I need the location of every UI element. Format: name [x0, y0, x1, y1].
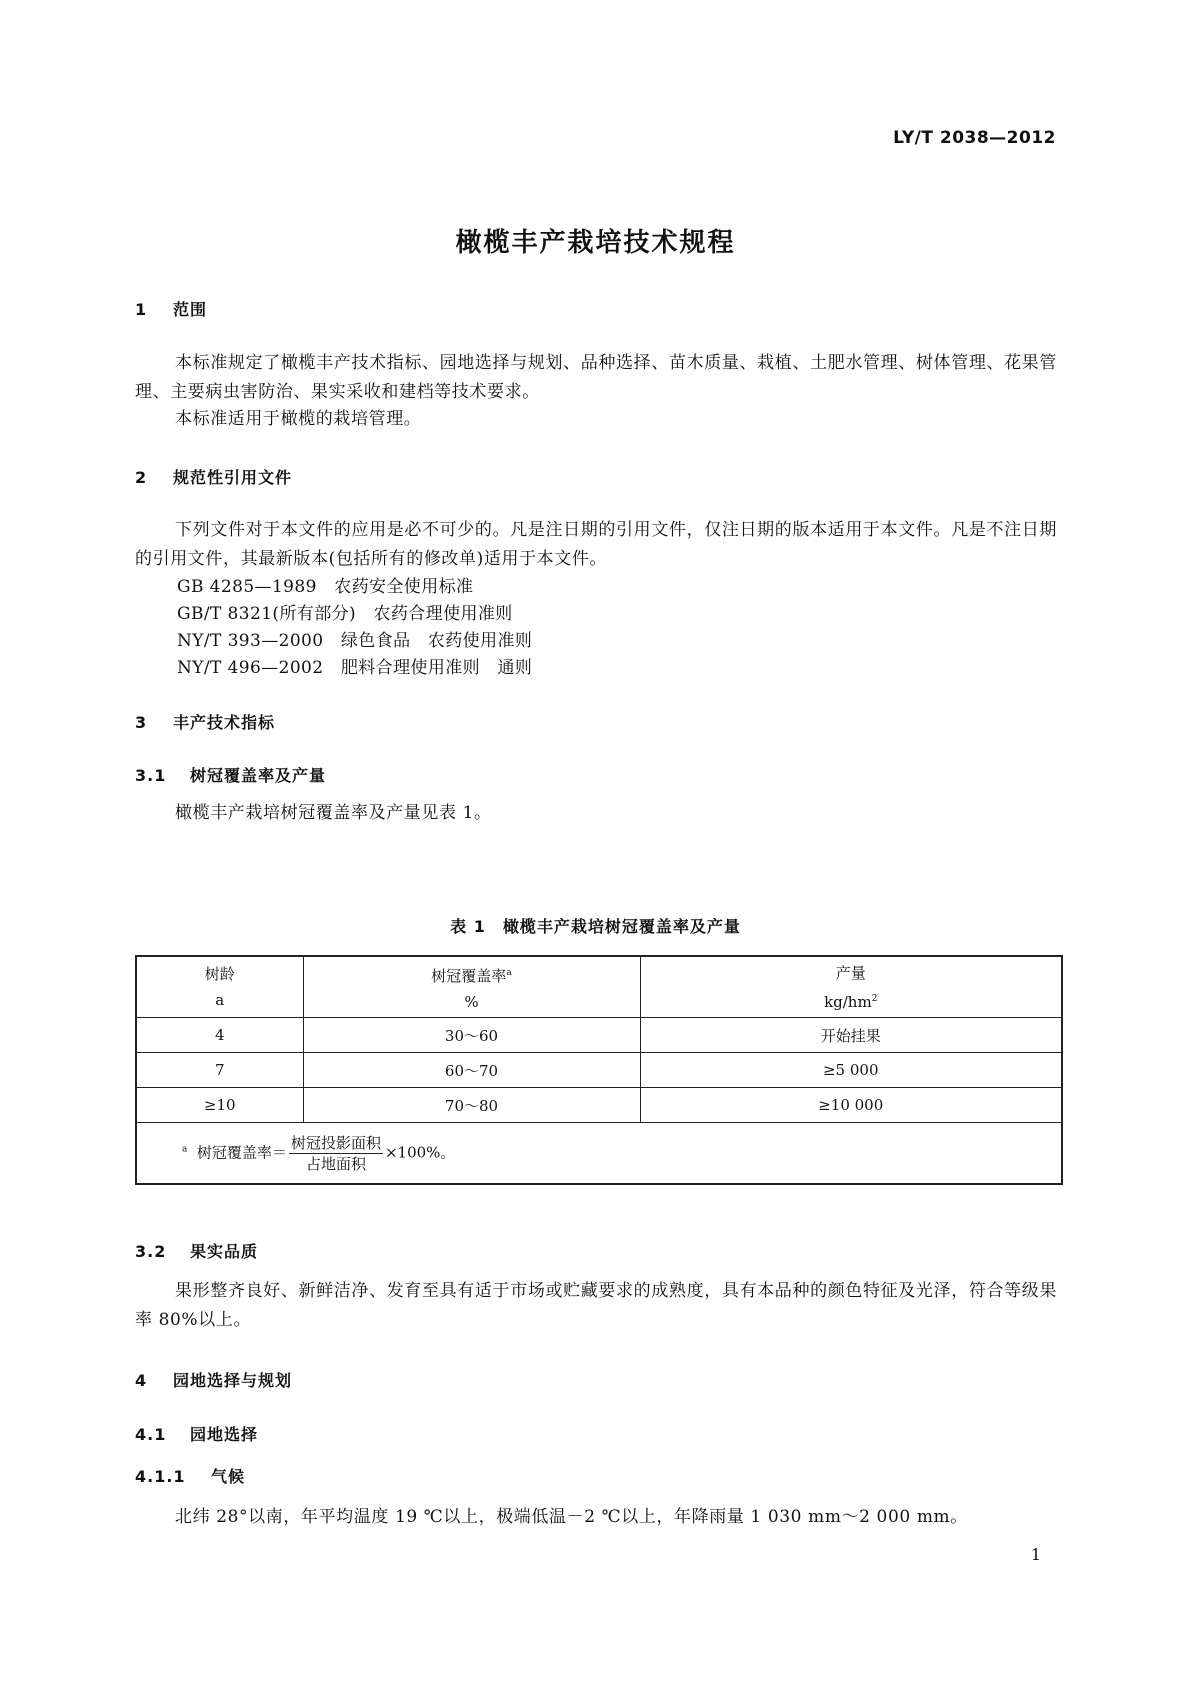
fraction: $\frac{\text{树冠投影面积}}{\text{占地面积}}$	[290, 1133, 381, 1173]
section-number: 4.1	[135, 1425, 167, 1444]
section-3-1-paragraph: 橄榄丰产栽培树冠覆盖率及产量见表 1。	[175, 803, 492, 823]
table-cell: 60～70	[303, 1053, 640, 1088]
reference-item: NY/T 393—2000 绿色食品 农药使用准则	[177, 631, 533, 651]
section-title: 树冠覆盖率及产量	[190, 766, 327, 785]
section-number: 3.1	[135, 766, 167, 785]
section-title: 范围	[173, 300, 208, 319]
table-header-row	[136, 956, 1062, 1018]
table-cell: ≥10 000	[640, 1088, 1062, 1123]
table-row	[136, 1053, 1062, 1088]
table-footnote: $^a$ 树冠覆盖率＝ $\frac{\text{树冠投影面积}}{\text{占地面积}}$ ×100%。	[136, 1123, 1062, 1185]
section-number: 4	[135, 1371, 148, 1390]
section-1-paragraph-2: 本标准适用于橄榄的栽培管理。	[175, 409, 422, 429]
section-1-heading	[135, 297, 207, 320]
table-footnote-row	[136, 1123, 1062, 1185]
table-cell: 70～80	[303, 1088, 640, 1123]
section-title: 规范性引用文件	[173, 468, 293, 487]
section-number: 1	[135, 300, 148, 319]
table-cell: 7	[136, 1053, 303, 1088]
table-cell: ≥5 000	[640, 1053, 1062, 1088]
section-title: 气候	[211, 1467, 246, 1486]
header-cell-age: 树龄 a	[136, 956, 303, 1018]
table-cell: 开始挂果	[640, 1018, 1062, 1053]
section-title: 园地选择	[190, 1425, 259, 1444]
section-4-1-heading	[135, 1422, 258, 1445]
section-title: 果实品质	[190, 1242, 259, 1261]
section-number: 3.2	[135, 1242, 167, 1261]
section-2-paragraph-1: 下列文件对于本文件的应用是必不可少的。凡是注日期的引用文件，仅注日期的版本适用于本文件。凡是不注日期的引用文件，其最新版本(包括所有的修改单)适用于本文件。	[135, 520, 1057, 569]
section-3-1-heading	[135, 763, 326, 786]
page-number: 1	[1030, 1545, 1041, 1564]
section-2-heading	[135, 465, 292, 488]
reference-item: GB/T 8321(所有部分) 农药合理使用准则	[177, 604, 513, 624]
table-caption: 表 1 橄榄丰产栽培树冠覆盖率及产量	[450, 917, 741, 936]
section-number: 4.1.1	[135, 1467, 186, 1486]
section-3-2-heading	[135, 1239, 258, 1262]
header-cell-coverage: 树冠覆盖率$^a$ %	[303, 956, 640, 1018]
section-number: 2	[135, 468, 148, 487]
section-number: 3	[135, 713, 148, 732]
reference-item: NY/T 496—2002 肥料合理使用准则 通则	[177, 658, 533, 678]
document-code: LY/T 2038—2012	[893, 128, 1056, 148]
section-title: 园地选择与规划	[173, 1371, 293, 1390]
page-title: 橄榄丰产栽培技术规程	[455, 228, 736, 258]
section-4-1-1-paragraph: 北纬 28°以南，年平均温度 19 ℃以上，极端低温－2 ℃以上，年降雨量 1 030 mm～2 000 mm。	[175, 1507, 968, 1527]
table-row	[136, 1088, 1062, 1123]
section-4-1-1-heading	[135, 1464, 245, 1487]
section-1-paragraph-1: 本标准规定了橄榄丰产技术指标、园地选择与规划、品种选择、苗木质量、栽植、土肥水管理、树体管理、花果管理、主要病虫害防治、果实采收和建档等技术要求。	[135, 353, 1057, 402]
section-3-heading	[135, 710, 275, 733]
section-3-2-paragraph: 果形整齐良好、新鲜洁净、发育至具有适于市场或贮藏要求的成熟度，具有本品种的颜色特征及光泽，符合等级果率 80%以上。	[135, 1281, 1057, 1330]
section-4-heading	[135, 1368, 292, 1391]
table-row	[136, 1018, 1062, 1053]
table-cell: 4	[136, 1018, 303, 1053]
reference-item: GB 4285—1989 农药安全使用标准	[177, 577, 474, 597]
table-cell: 30～60	[303, 1018, 640, 1053]
table-cell: ≥10	[136, 1088, 303, 1123]
section-title: 丰产技术指标	[173, 713, 276, 732]
header-cell-yield: 产量 $kg/hm^2$	[640, 956, 1062, 1018]
yield-table	[135, 955, 1063, 1185]
